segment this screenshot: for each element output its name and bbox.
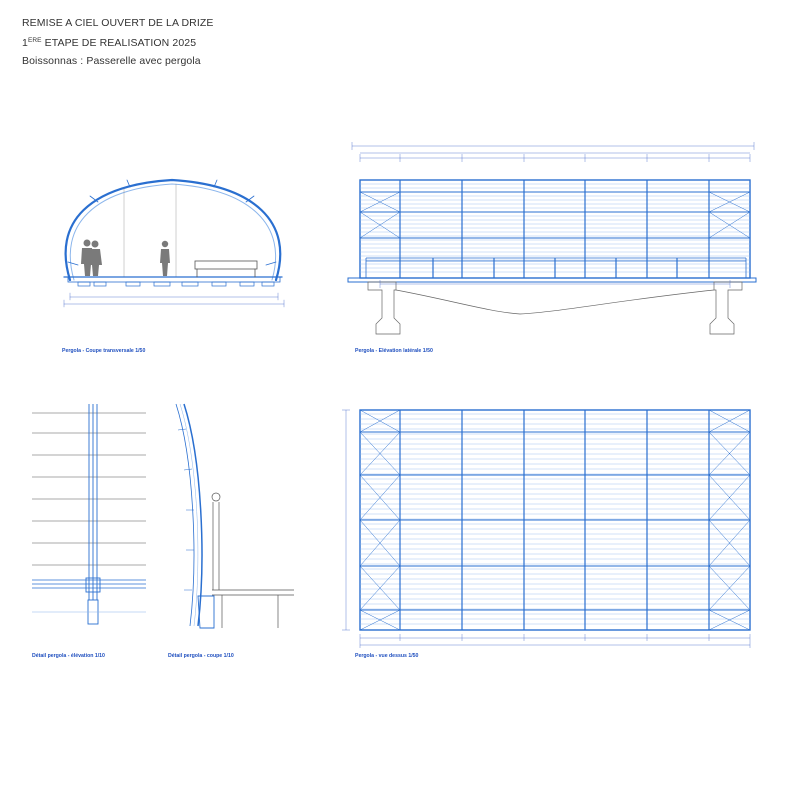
deck-beam — [262, 282, 274, 286]
project-title: REMISE A CIEL OUVERT DE LA DRIZE — [22, 17, 214, 29]
plan-side-dimension — [342, 410, 350, 630]
overall-dimension — [352, 142, 754, 158]
arch-spoke — [266, 262, 276, 265]
plan-bottom-dimension — [360, 634, 750, 648]
detail-arch-inner — [176, 404, 194, 626]
terrain-profile — [396, 290, 714, 314]
detail-spoke — [178, 429, 194, 590]
detail-arch-mid — [180, 404, 198, 626]
caption-detail-section: Détail pergola - coupe 1/10 — [168, 653, 234, 659]
person-figure — [81, 240, 170, 277]
width-dimension — [64, 293, 284, 307]
deck-beam — [154, 282, 170, 286]
caption-cross-section: Pergola - Coupe transversale 1/50 — [62, 348, 146, 354]
handrail-post — [212, 493, 220, 590]
deck-beam — [94, 282, 106, 286]
abutment-left — [368, 282, 400, 334]
caption-plan-view: Pergola - vue dessus 1/50 — [355, 653, 419, 659]
phase-number: 1 — [22, 37, 28, 49]
deck-section — [212, 590, 294, 628]
phase-superscript: ERE — [27, 37, 42, 44]
detail-post — [89, 404, 97, 600]
detail-elevation-drawing — [32, 404, 146, 624]
cross-section-drawing — [64, 180, 284, 307]
elevation-purlins — [360, 192, 750, 238]
detail-section-drawing — [176, 404, 294, 628]
phase-label: ETAPE DE REALISATION 2025 — [41, 37, 197, 49]
abutment-right — [710, 282, 742, 334]
caption-side-elevation: Pergola - Elévation latérale 1/50 — [355, 348, 433, 354]
side-elevation-drawing — [348, 142, 756, 334]
project-subtitle: Boissonnas : Passerelle avec pergola — [22, 55, 201, 67]
deck-beam — [240, 282, 254, 286]
plan-view-drawing — [342, 410, 750, 648]
plan-slats — [360, 414, 750, 624]
elevation-bracing — [360, 192, 750, 238]
deck-slab — [68, 277, 280, 282]
deck-beam — [212, 282, 226, 286]
deck-beam — [182, 282, 198, 286]
arch-spoke — [68, 262, 78, 265]
plan-arches — [360, 432, 750, 610]
bottom-dimension — [380, 280, 730, 288]
deck-beam — [126, 282, 140, 286]
caption-detail-elevation: Détail pergola - élévation 1/10 — [32, 653, 105, 659]
bench — [195, 261, 257, 277]
deck-beam — [78, 282, 90, 286]
